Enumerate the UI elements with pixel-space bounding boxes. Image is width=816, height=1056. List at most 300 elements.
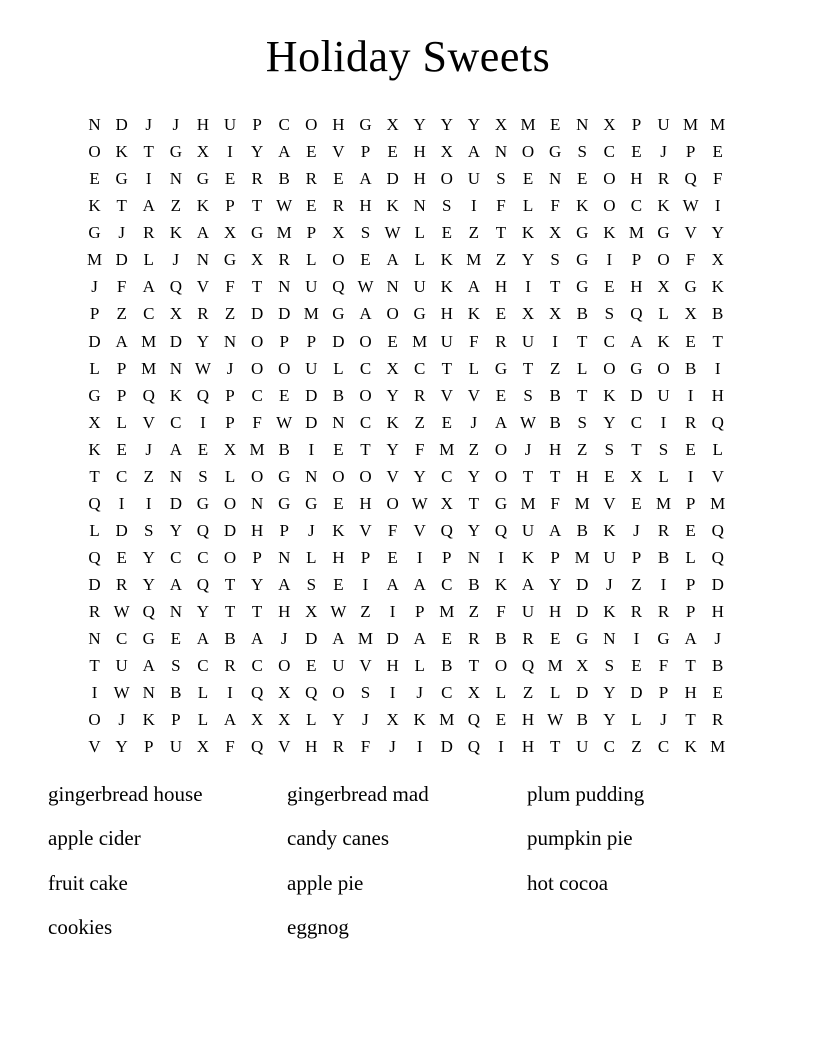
grid-letter: M (439, 710, 455, 730)
grid-letter: Q (521, 656, 535, 676)
grid-letter: O (603, 196, 616, 216)
grid-letter: K (115, 142, 128, 162)
grid-letter: V (711, 466, 724, 486)
grid-letter: Z (522, 683, 534, 703)
grid-letter: Q (711, 520, 724, 540)
grid-letter: W (547, 710, 564, 730)
grid-letter: G (278, 493, 291, 513)
grid-letter: J (606, 575, 613, 595)
grid-letter: O (521, 142, 535, 162)
grid-letter: H (440, 304, 453, 324)
grid-letter: B (684, 358, 697, 378)
grid-letter: C (630, 196, 643, 216)
grid-letter: G (494, 493, 508, 513)
grid-letter: A (413, 629, 426, 649)
grid-letter: X (196, 142, 210, 162)
grid-letter: E (116, 439, 127, 459)
grid-letter: C (657, 737, 670, 757)
grid-letter: E (549, 629, 561, 649)
grid-letter: K (603, 520, 616, 540)
grid-letter: K (440, 277, 453, 297)
grid-letter: D (386, 169, 399, 189)
grid-letter: X (657, 277, 670, 297)
grid-letter: Q (250, 683, 264, 703)
grid-letter: R (115, 575, 128, 595)
grid-letter: P (685, 493, 696, 513)
grid-letter: P (631, 115, 642, 135)
grid-letter: B (549, 385, 561, 405)
grid-letter: C (170, 548, 182, 568)
grid-letter: H (413, 142, 426, 162)
grid-letter: J (226, 358, 234, 378)
grid-letter: B (441, 656, 453, 676)
grid-letter: C (170, 412, 182, 432)
grid-letter: F (252, 412, 262, 432)
grid-letter: K (521, 223, 535, 243)
grid-letter: A (250, 629, 264, 649)
grid-letter: P (279, 520, 289, 540)
grid-letter: H (196, 115, 210, 135)
grid-letter: N (169, 602, 182, 622)
grid-letter: I (498, 737, 504, 757)
grid-letter: T (224, 575, 236, 595)
grid-letter: A (386, 250, 399, 270)
grid-letter: A (467, 142, 480, 162)
grid-letter: N (88, 115, 101, 135)
grid-letter: Q (630, 304, 643, 324)
grid-letter: M (574, 493, 590, 513)
grid-letter: S (604, 439, 615, 459)
grid-letter: B (712, 656, 724, 676)
grid-letter: R (630, 602, 643, 622)
grid-letter: P (252, 548, 262, 568)
grid-letter: O (332, 683, 345, 703)
grid-letter: B (657, 548, 670, 568)
grid-letter: Z (549, 358, 561, 378)
grid-letter: I (362, 575, 369, 595)
grid-letter: C (359, 412, 372, 432)
grid-letter: G (196, 493, 210, 513)
grid-letter: O (332, 466, 345, 486)
grid-letter: G (169, 142, 182, 162)
grid-letter: H (521, 737, 535, 757)
grid-letter: E (360, 250, 371, 270)
grid-letter: O (250, 331, 264, 351)
grid-letter: F (225, 737, 235, 757)
grid-letter: G (576, 250, 589, 270)
grid-letter: D (169, 493, 182, 513)
grid-letter: H (576, 466, 589, 486)
grid-letter: Y (115, 737, 128, 757)
grid-letter: L (306, 548, 317, 568)
grid-letter: Y (603, 683, 616, 703)
grid-letter: G (332, 304, 345, 324)
grid-letter: Q (332, 277, 345, 297)
grid-letter: R (197, 304, 209, 324)
grid-letter: E (495, 710, 507, 730)
grid-letter: D (576, 602, 589, 622)
grid-letter: L (549, 683, 561, 703)
grid-letter: P (360, 548, 371, 568)
grid-letter: N (223, 331, 237, 351)
grid-letter: M (276, 223, 292, 243)
puzzle-title: Holiday Sweets (265, 32, 551, 81)
grid-letter: C (197, 548, 209, 568)
grid-letter: K (657, 331, 670, 351)
grid-letter: X (603, 115, 616, 135)
grid-letter: I (606, 250, 613, 270)
grid-letter: L (197, 683, 209, 703)
grid-letter: Q (196, 520, 210, 540)
grid-letter: D (169, 331, 182, 351)
grid-letter: P (631, 250, 642, 270)
grid-letter: A (278, 142, 291, 162)
grid-letter: F (712, 169, 723, 189)
grid-letter: U (521, 520, 535, 540)
grid-letter: D (332, 331, 345, 351)
grid-letter: Y (603, 412, 616, 432)
grid-letter: Q (250, 737, 264, 757)
grid-letter: O (359, 331, 372, 351)
grid-letter: A (142, 196, 155, 216)
grid-letter: K (711, 277, 724, 297)
grid-letter: E (333, 439, 344, 459)
grid-letter: X (549, 304, 562, 324)
grid-letter: U (305, 358, 318, 378)
grid-letter: O (657, 358, 670, 378)
grid-letter: Z (468, 602, 480, 622)
grid-letter: S (144, 520, 154, 540)
grid-letter: C (197, 656, 209, 676)
grid-letter: Y (549, 575, 562, 595)
grid-letter: E (604, 466, 615, 486)
grid-letter: V (359, 656, 372, 676)
grid-letter: Y (413, 466, 426, 486)
grid-letter: J (118, 710, 125, 730)
grid-letter: B (278, 439, 290, 459)
grid-letter: F (550, 493, 560, 513)
word-item: gingerbread house (48, 782, 203, 806)
grid-letter: A (467, 277, 480, 297)
grid-letter: S (360, 223, 371, 243)
grid-letter: T (468, 656, 480, 676)
grid-letter: R (224, 656, 236, 676)
grid-letter: R (712, 710, 724, 730)
grid-letter: J (714, 629, 722, 649)
grid-letter: Y (250, 142, 264, 162)
grid-letter: O (250, 358, 264, 378)
grid-letter: K (169, 385, 182, 405)
grid-letter: N (142, 683, 155, 703)
grid-letter: O (332, 250, 345, 270)
letter-grid (81, 111, 731, 761)
grid-letter: W (682, 196, 699, 216)
grid-letter: V (359, 520, 372, 540)
grid-letter: X (250, 710, 264, 730)
grid-letter: S (604, 656, 615, 676)
grid-letter: T (549, 277, 561, 297)
grid-letter: B (576, 304, 588, 324)
grid-letter: F (414, 439, 425, 459)
grid-letter: D (115, 520, 128, 540)
grid-letter: W (330, 602, 347, 622)
grid-letter: W (276, 412, 293, 432)
grid-letter: I (118, 493, 125, 513)
grid-letter: L (577, 358, 588, 378)
grid-letter: Q (684, 169, 697, 189)
grid-letter: G (684, 277, 697, 297)
word-item: cookies (48, 915, 113, 940)
grid-letter: E (279, 385, 290, 405)
grid-letter: E (306, 656, 317, 676)
grid-letter: Y (196, 331, 210, 351)
grid-letter: E (631, 493, 642, 513)
grid-letter: C (143, 304, 155, 324)
grid-letter: E (441, 629, 452, 649)
grid-letter: E (495, 385, 507, 405)
grid-letter: H (494, 277, 508, 297)
grid-letter: H (278, 602, 291, 622)
grid-letter: T (549, 737, 561, 757)
grid-letter: H (549, 602, 562, 622)
grid-letter: U (413, 277, 426, 297)
grid-letter: L (712, 439, 723, 459)
grid-letter: C (603, 737, 615, 757)
grid-letter: O (386, 304, 399, 324)
grid-letter: D (576, 683, 589, 703)
grid-letter: V (196, 277, 210, 297)
grid-letter: K (386, 412, 399, 432)
grid-letter: E (631, 656, 642, 676)
grid-letter: N (603, 629, 616, 649)
grid-letter: H (332, 548, 345, 568)
grid-letter: T (577, 385, 588, 405)
grid-letter: C (441, 575, 453, 595)
grid-letter: Y (603, 710, 616, 730)
grid-letter: Q (88, 493, 101, 513)
grid-letter: B (495, 629, 507, 649)
grid-letter: U (521, 331, 535, 351)
grid-letter: L (495, 683, 507, 703)
grid-letter: G (278, 466, 291, 486)
grid-letter: E (333, 493, 344, 513)
grid-letter: U (332, 656, 345, 676)
grid-letter: Z (170, 196, 182, 216)
grid-letter: X (332, 223, 345, 243)
grid-letter: M (683, 115, 699, 135)
grid-letter: P (685, 602, 696, 622)
grid-letter: P (442, 548, 452, 568)
grid-letter: G (576, 629, 589, 649)
grid-letter: F (360, 737, 371, 757)
grid-letter: M (412, 331, 428, 351)
grid-letter: Q (88, 548, 101, 568)
grid-letter: T (251, 602, 263, 622)
grid-letter: D (711, 575, 724, 595)
grid-letter: U (521, 602, 535, 622)
grid-letter: B (468, 575, 480, 595)
grid-letter: G (305, 493, 318, 513)
grid-letter: N (250, 493, 264, 513)
grid-letter: T (468, 493, 480, 513)
grid-letter: O (440, 169, 453, 189)
grid-letter: G (576, 277, 589, 297)
grid-letter: D (88, 575, 101, 595)
word-item-empty (527, 915, 777, 959)
grid-letter: X (386, 710, 399, 730)
grid-letter: S (658, 439, 669, 459)
grid-letter: Q (142, 602, 155, 622)
grid-letter: N (413, 196, 426, 216)
grid-letter: X (440, 493, 453, 513)
grid-letter: O (386, 493, 399, 513)
grid-letter: E (685, 439, 696, 459)
grid-letter: R (468, 629, 480, 649)
grid-letter: J (172, 250, 180, 270)
grid-letter: Y (142, 575, 155, 595)
grid-letter: M (303, 304, 319, 324)
grid-letter: L (631, 710, 642, 730)
grid-letter: Z (495, 250, 507, 270)
grid-letter: G (115, 169, 128, 189)
grid-letter: J (145, 115, 153, 135)
grid-letter: Y (413, 115, 426, 135)
grid-letter: C (251, 656, 263, 676)
grid-letter: W (276, 196, 293, 216)
grid-letter: G (413, 304, 426, 324)
grid-letter: V (603, 493, 616, 513)
grid-letter: O (278, 358, 291, 378)
grid-letter: E (604, 277, 615, 297)
grid-letter: L (414, 250, 425, 270)
grid-letter: Z (414, 412, 425, 432)
grid-letter: M (574, 548, 590, 568)
word-item: pumpkin pie (527, 826, 633, 851)
grid-letter: D (278, 304, 291, 324)
grid-letter: U (657, 115, 670, 135)
grid-letter: E (89, 169, 100, 189)
grid-letter: A (549, 520, 562, 540)
grid-letter: C (115, 466, 128, 486)
grid-letter: R (684, 412, 697, 432)
grid-letter: D (305, 412, 318, 432)
grid-letter: G (196, 169, 210, 189)
grid-letter: I (687, 385, 694, 405)
grid-letter: P (144, 737, 154, 757)
grid-letter: A (359, 304, 372, 324)
grid-letter: H (711, 385, 724, 405)
grid-letter: A (494, 412, 508, 432)
grid-letter: A (142, 277, 155, 297)
grid-letter: Z (143, 466, 154, 486)
grid-letter: O (250, 466, 264, 486)
grid-letter: Q (467, 737, 480, 757)
word-item: candy canes (287, 826, 390, 851)
grid-letter: X (467, 683, 480, 703)
grid-letter: Y (711, 223, 724, 243)
grid-letter: P (116, 358, 127, 378)
grid-letter: Z (577, 439, 588, 459)
grid-letter: A (386, 575, 399, 595)
grid-letter: J (660, 710, 667, 730)
grid-letter: T (116, 196, 127, 216)
grid-letter: L (89, 358, 100, 378)
grid-letter: B (549, 412, 561, 432)
grid-letter: U (440, 331, 453, 351)
grid-letter: L (414, 656, 425, 676)
grid-letter: K (386, 196, 399, 216)
grid-letter: B (170, 683, 182, 703)
grid-letter: P (306, 223, 317, 243)
grid-letter: N (88, 629, 101, 649)
grid-letter: H (630, 277, 643, 297)
grid-letter: W (357, 277, 374, 297)
grid-letter: J (389, 737, 396, 757)
grid-letter: J (118, 223, 125, 243)
grid-letter: N (332, 412, 345, 432)
grid-letter: G (250, 223, 264, 243)
grid-letter: N (278, 277, 291, 297)
grid-letter: V (413, 520, 426, 540)
grid-letter: F (685, 250, 696, 270)
grid-letter: Q (169, 277, 182, 297)
grid-letter: I (145, 169, 152, 189)
grid-letter: H (305, 737, 318, 757)
grid-letter: M (86, 250, 103, 270)
grid-letter: N (549, 169, 562, 189)
grid-letter: P (685, 575, 696, 595)
grid-letter: E (522, 169, 534, 189)
grid-letter: T (577, 331, 588, 351)
word-item: apple pie (287, 870, 364, 895)
grid-letter: Q (711, 548, 724, 568)
grid-letter: T (441, 358, 452, 378)
grid-letter: C (603, 142, 615, 162)
grid-letter: T (685, 656, 696, 676)
grid-letter: M (141, 358, 157, 378)
grid-letter: N (576, 115, 589, 135)
grid-letter: E (712, 142, 723, 162)
grid-letter: E (333, 575, 344, 595)
grid-letter: I (145, 493, 152, 513)
grid-letter: L (658, 466, 669, 486)
grid-letter: A (630, 331, 643, 351)
grid-letter: E (170, 629, 182, 649)
grid-letter: S (577, 142, 587, 162)
grid-letter: I (227, 683, 233, 703)
grid-letter: A (115, 331, 128, 351)
grid-letter: J (416, 683, 423, 703)
grid-letter: W (113, 683, 130, 703)
grid-letter: L (414, 223, 425, 243)
grid-letter: A (413, 575, 426, 595)
grid-letter: I (471, 196, 477, 216)
grid-letter: S (198, 466, 208, 486)
grid-letter: W (194, 358, 211, 378)
grid-letter: I (416, 737, 423, 757)
grid-letter: I (660, 575, 667, 595)
grid-letter: N (169, 466, 182, 486)
grid-letter: K (494, 575, 508, 595)
grid-letter: B (332, 385, 345, 405)
grid-letter: G (88, 223, 101, 243)
grid-letter: T (251, 277, 263, 297)
grid-letter: I (525, 277, 531, 297)
grid-letter: D (115, 115, 128, 135)
grid-letter: N (386, 277, 399, 297)
grid-letter: G (630, 358, 643, 378)
grid-letter: Z (224, 304, 236, 324)
